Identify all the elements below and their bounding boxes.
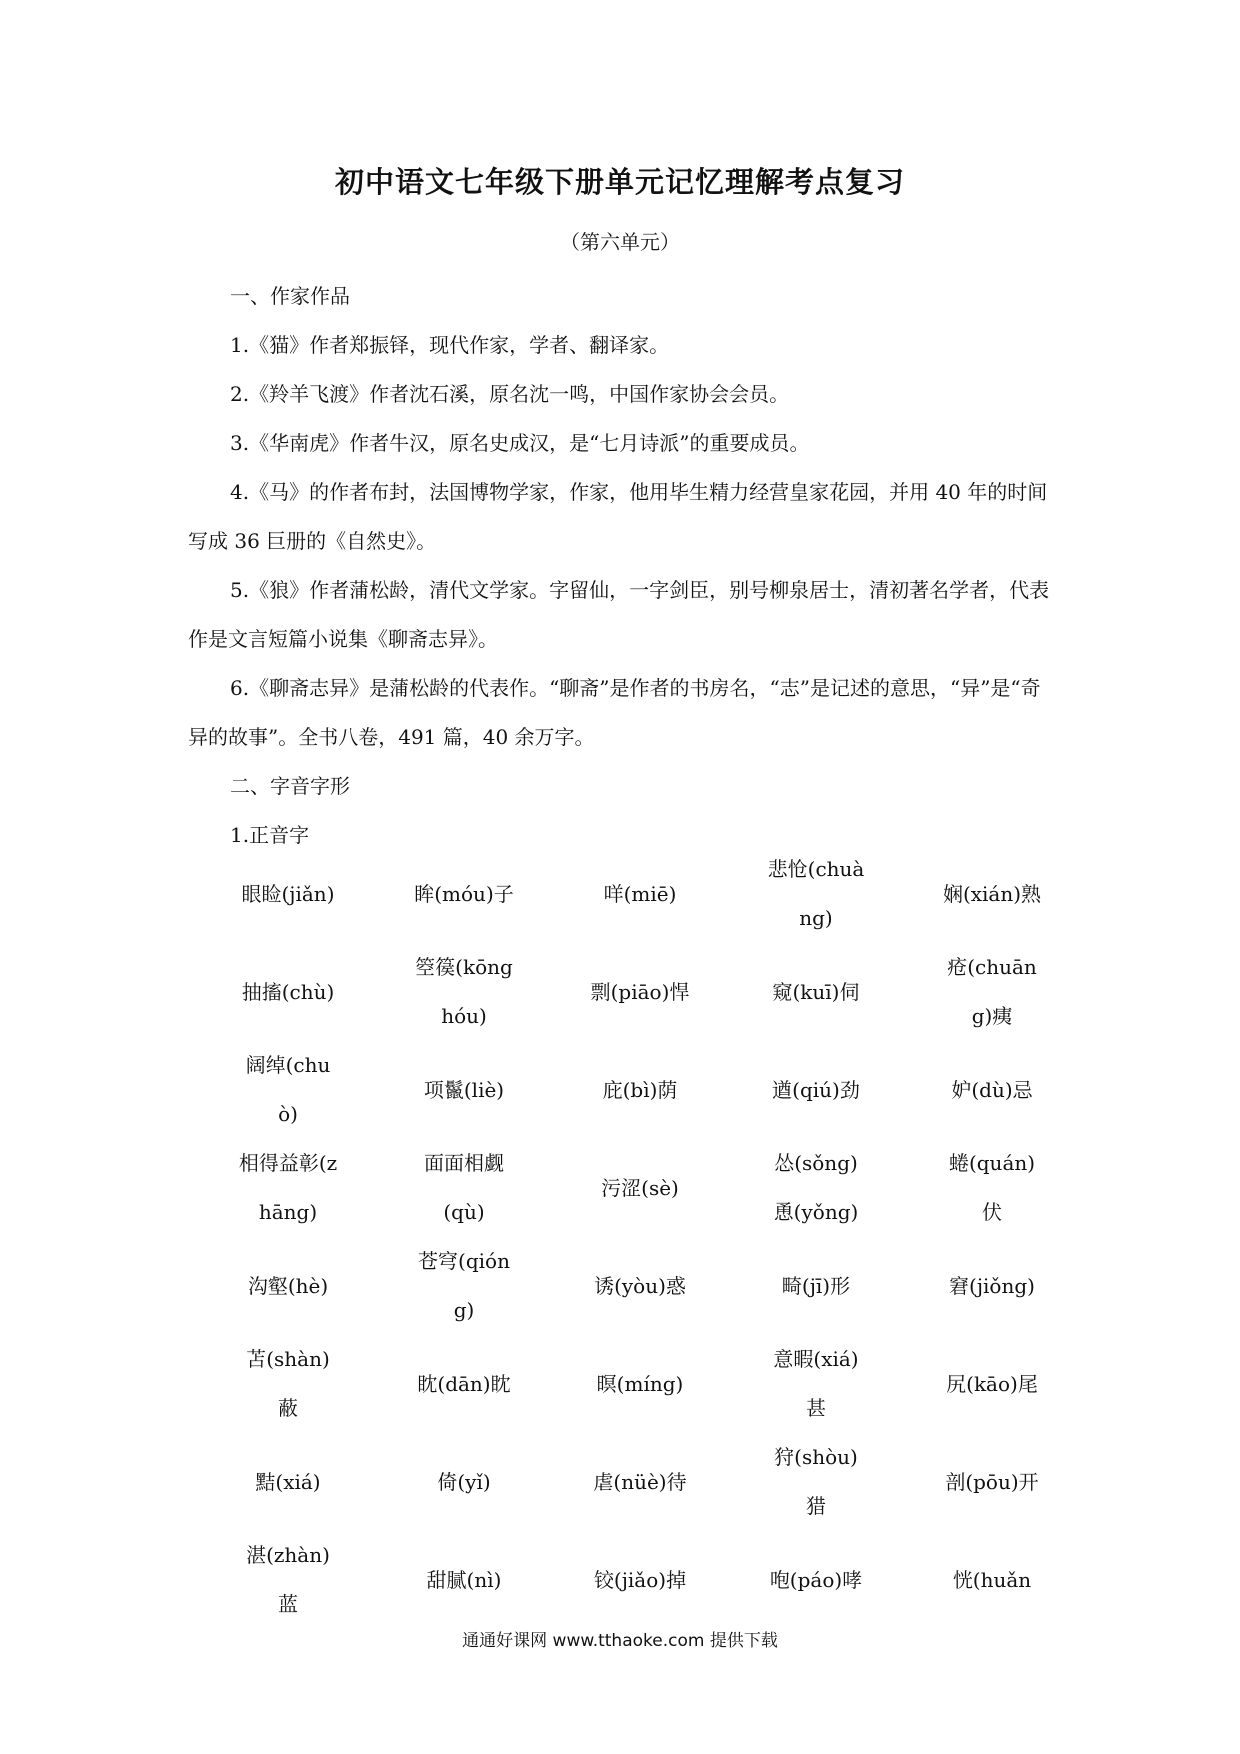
table-row bbox=[200, 1237, 1080, 1335]
table-cell: 畸(jī)形 bbox=[781, 1273, 851, 1298]
table-cell: 暝(míng) bbox=[596, 1371, 684, 1396]
section-heading-authors: 一、作家作品 bbox=[230, 284, 350, 308]
table-cell: 疮(chuāng)痍 bbox=[947, 955, 1037, 1028]
table-cell: 怂(sǒng)恿(yǒng) bbox=[773, 1151, 859, 1224]
table-row bbox=[200, 845, 1080, 943]
table-cell: 甜腻(nì) bbox=[426, 1567, 502, 1592]
author-item: 5.《狼》作者蒲松龄，清代文学家。字留仙，一字剑臣，别号柳泉居士，清初著名学者，代表作是文言短篇小说集《聊斋志异》。 bbox=[188, 578, 1050, 651]
table-cell: 狩(shòu)猎 bbox=[774, 1445, 858, 1518]
table-cell: 阔绰(chuò) bbox=[245, 1053, 331, 1126]
table-cell: 箜篌(kōnghóu) bbox=[415, 955, 513, 1028]
table-cell: 剽(piāo)悍 bbox=[590, 979, 690, 1004]
table-cell: 沟壑(hè) bbox=[247, 1273, 329, 1298]
table-cell: 娴(xián)熟 bbox=[942, 881, 1042, 906]
table-row bbox=[200, 1433, 1080, 1531]
author-item: 2.《羚羊飞渡》作者沈石溪，原名沈一鸣，中国作家协会会员。 bbox=[230, 382, 790, 406]
table-cell: 面面相觑(qù) bbox=[424, 1151, 504, 1224]
table-cell: 相得益彰(zhāng) bbox=[238, 1151, 338, 1224]
table-row bbox=[200, 1335, 1080, 1433]
table-cell: 尻(kāo)尾 bbox=[946, 1371, 1038, 1396]
table-cell: 窥(kuī)伺 bbox=[772, 979, 860, 1004]
table-cell: 眼睑(jiǎn) bbox=[241, 881, 335, 906]
sub-heading-correct-pronunciation: 1.正音字 bbox=[230, 823, 310, 847]
pronunciation-table bbox=[200, 845, 1080, 1629]
table-cell: 铰(jiǎo)掉 bbox=[593, 1567, 687, 1592]
page-footer: 通通好课网 www.tthaoke.com 提供下载 bbox=[462, 1631, 778, 1651]
table-row bbox=[200, 1139, 1080, 1237]
table-cell: 意暇(xiá)甚 bbox=[773, 1347, 859, 1420]
table-cell: 倚(yǐ) bbox=[437, 1469, 491, 1494]
table-cell: 眈(dān)眈 bbox=[417, 1371, 511, 1396]
table-cell: 黠(xiá) bbox=[255, 1469, 321, 1494]
table-cell: 庇(bì)荫 bbox=[602, 1077, 678, 1102]
table-cell: 诱(yòu)惑 bbox=[594, 1273, 686, 1298]
table-cell: 悲怆(chuàng) bbox=[767, 857, 865, 930]
table-cell: 剖(pōu)开 bbox=[945, 1469, 1039, 1494]
table-cell: 苫(shàn)蔽 bbox=[246, 1347, 330, 1420]
table-cell: 虐(nüè)待 bbox=[593, 1469, 687, 1494]
table-cell: 遒(qiú)劲 bbox=[772, 1077, 860, 1102]
table-cell: 妒(dù)忌 bbox=[951, 1077, 1033, 1102]
table-cell: 污涩(sè) bbox=[601, 1175, 679, 1200]
table-row bbox=[200, 943, 1080, 1041]
table-cell: 蜷(quán)伏 bbox=[948, 1151, 1036, 1224]
table-row bbox=[200, 1041, 1080, 1139]
author-item: 3.《华南虎》作者牛汉，原名史成汉，是“七月诗派”的重要成员。 bbox=[230, 431, 810, 455]
table-cell: 项鬣(liè) bbox=[423, 1077, 505, 1102]
table-row bbox=[200, 1531, 1080, 1629]
section-heading-pronunciation: 二、字音字形 bbox=[230, 774, 350, 798]
table-cell: 湛(zhàn)蓝 bbox=[246, 1543, 330, 1616]
table-cell: 咆(páo)哮 bbox=[769, 1567, 863, 1592]
table-cell: 咩(miē) bbox=[603, 881, 677, 906]
table-cell: 恍(huǎn bbox=[952, 1567, 1032, 1592]
author-item: 1.《猫》作者郑振铎，现代作家，学者、翻译家。 bbox=[230, 333, 670, 357]
table-cell: 抽搐(chù) bbox=[241, 979, 335, 1004]
table-cell: 窘(jiǒng) bbox=[949, 1273, 1035, 1298]
author-item: 6.《聊斋志异》是蒲松龄的代表作。“聊斋”是作者的书房名，“志”是记述的意思，“异”是“奇异的故事”。全书八卷，491 篇，40 余万字。 bbox=[188, 676, 1041, 749]
table-cell: 苍穹(qióng) bbox=[418, 1249, 510, 1322]
page-title: 初中语文七年级下册单元记忆理解考点复习 bbox=[334, 165, 905, 199]
body-text bbox=[188, 272, 1058, 860]
table-cell: 眸(móu)子 bbox=[414, 881, 514, 906]
author-item: 4.《马》的作者布封，法国博物学家，作家，他用毕生精力经营皇家花园，并用 40 年的时间写成 36 巨册的《自然史》。 bbox=[188, 480, 1048, 553]
page-subtitle: （第六单元） bbox=[560, 230, 680, 254]
